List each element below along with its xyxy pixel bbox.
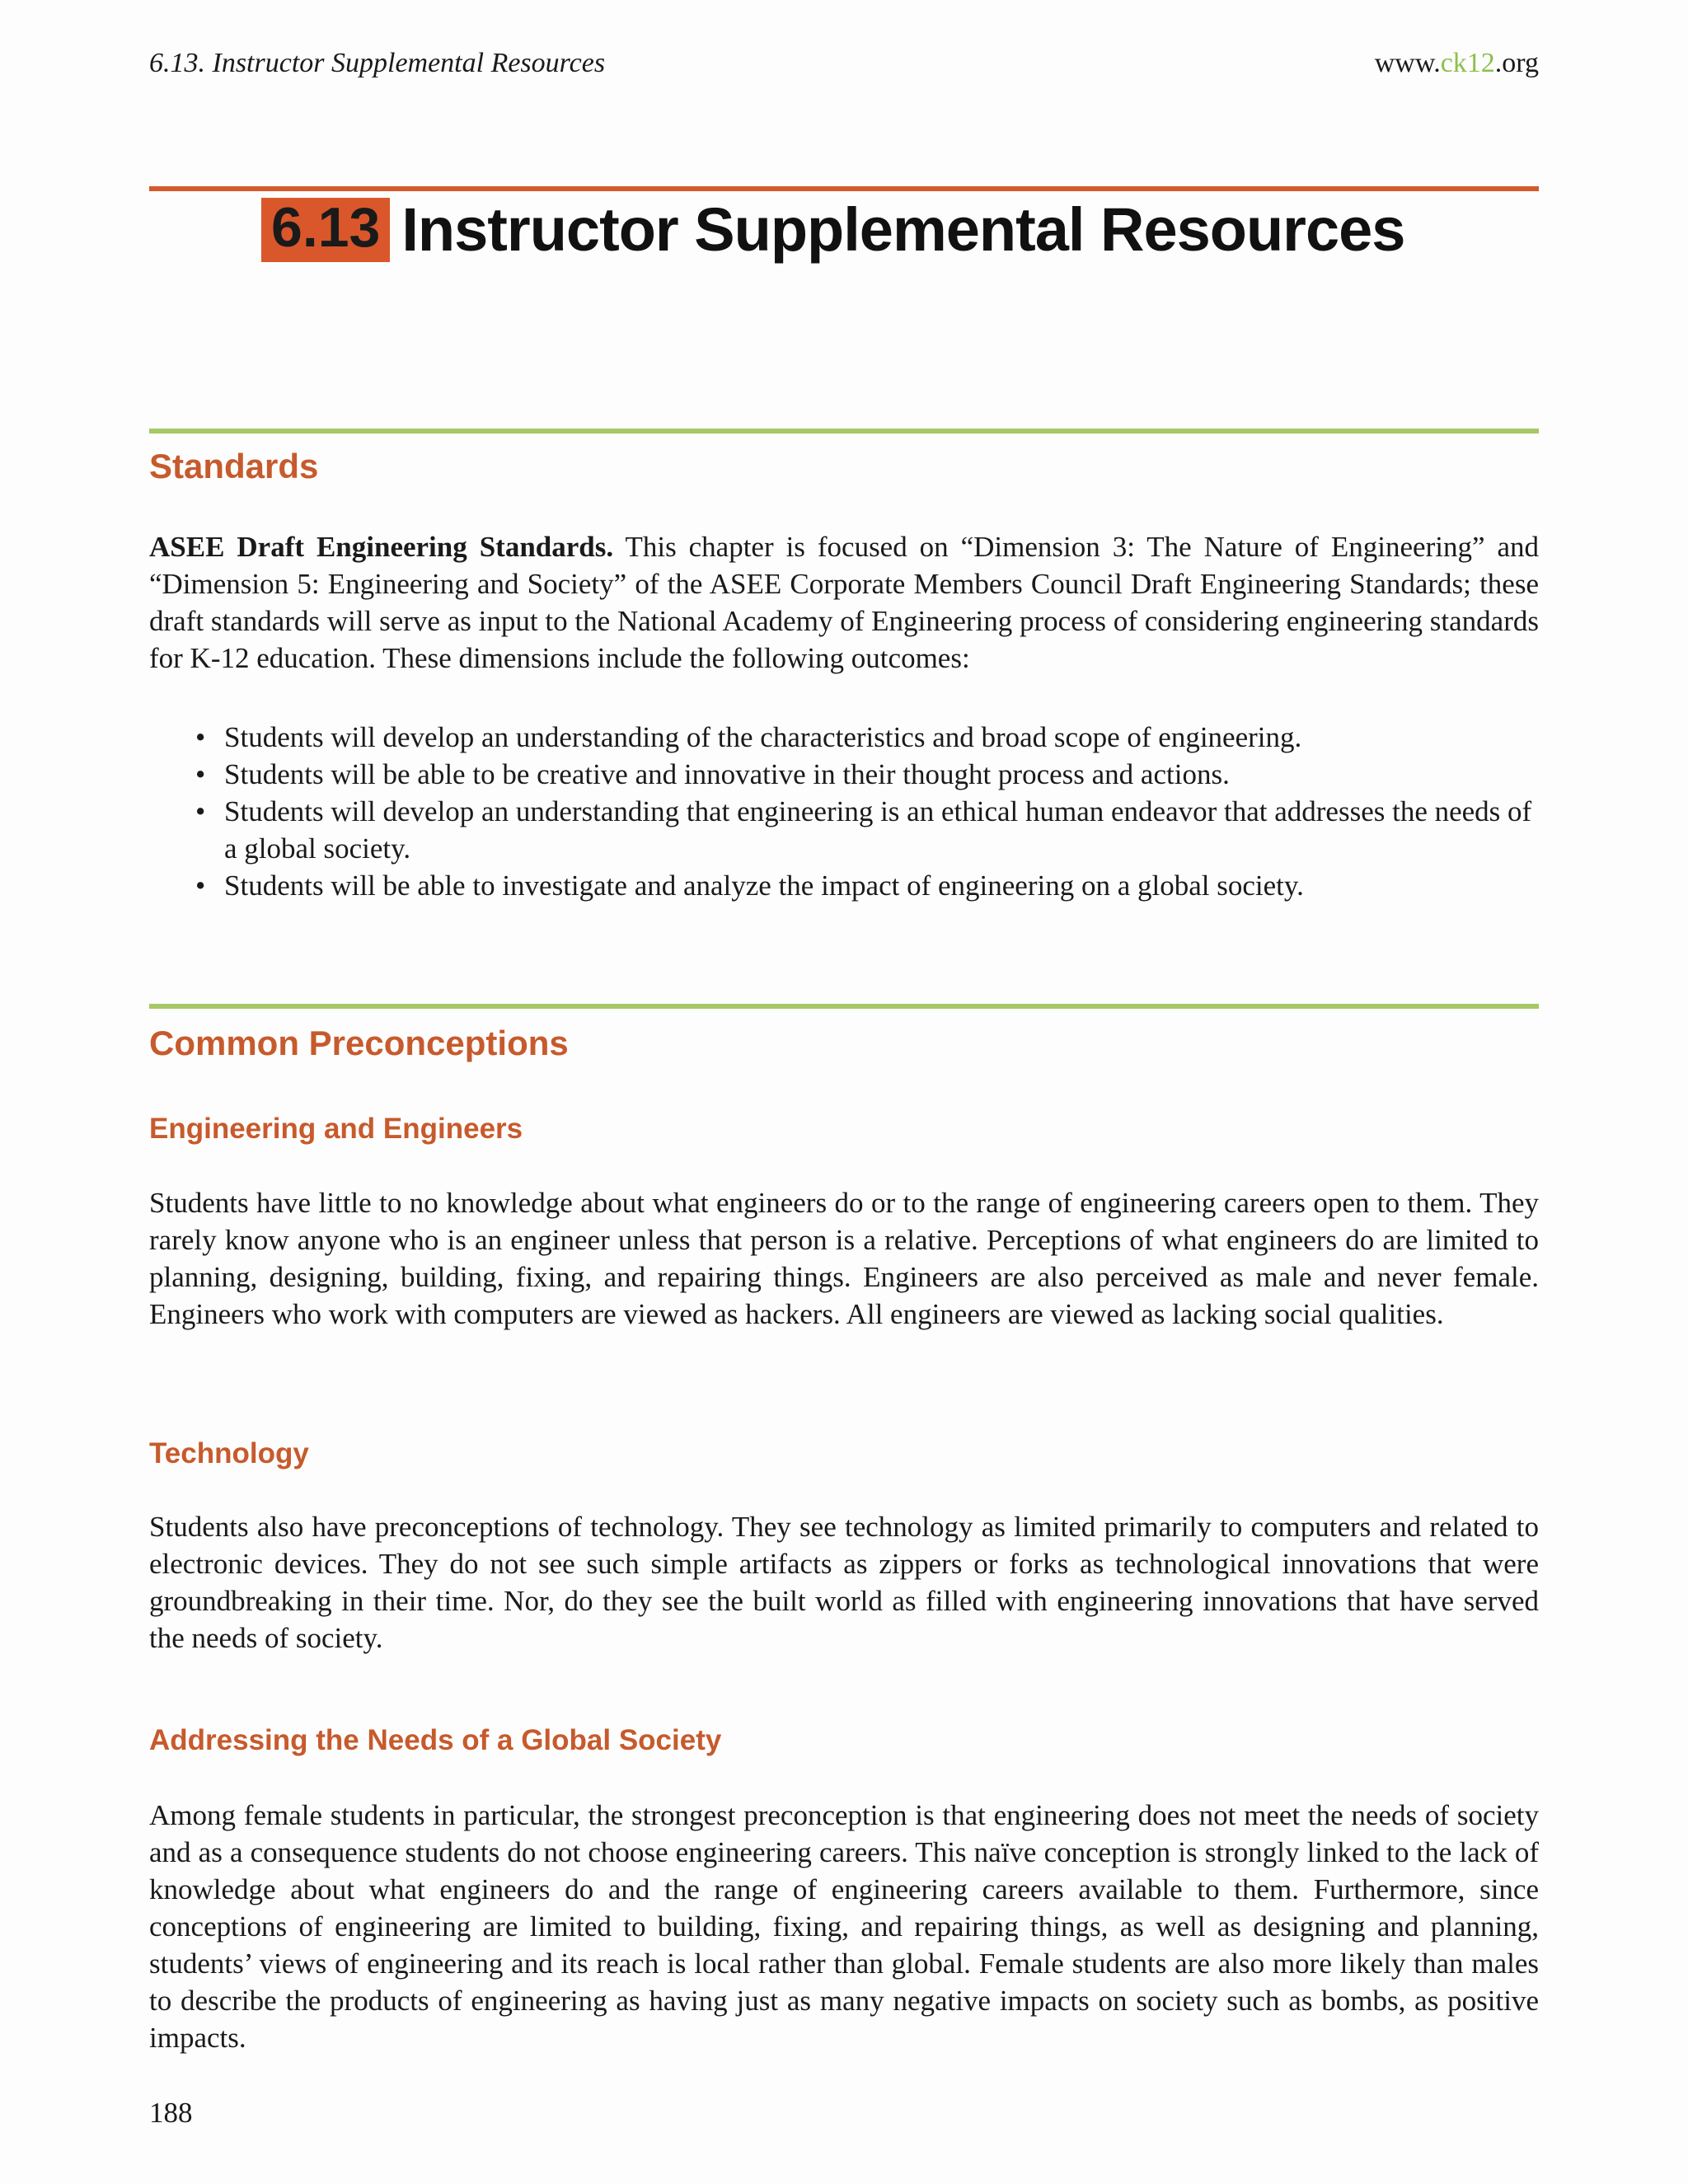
bullet-icon: •: [195, 721, 206, 753]
site-suffix: .org: [1494, 48, 1539, 78]
outcomes-list: [149, 719, 1539, 904]
running-header: [149, 48, 1539, 79]
preconceptions-heading: Common Preconceptions: [149, 1024, 569, 1062]
engineers-paragraph: Students have little to no knowledge about what engineers do or to the range of engineering careers open to them. They rarely know anyone who is an engineer unless that person is a relative. Perceptions of what engineers do are limited to planning, designing, building, fixing, and repairing things. Engineers are also perceived as male and never female. Engineers who work with computers are viewed as hackers. All engineers are viewed as lacking social qualities.: [149, 1187, 1539, 1330]
list-item-text: Students will be able to investigate and analyze the impact of engineering on a global society.: [224, 869, 1304, 902]
bullet-icon: •: [195, 795, 206, 827]
standards-heading: Standards: [149, 447, 319, 485]
technology-subheading: Technology: [149, 1437, 309, 1469]
list-item: [149, 756, 1539, 793]
section-divider-preconceptions: [149, 1004, 1539, 1009]
bullet-icon: •: [195, 758, 206, 790]
bullet-icon: •: [195, 869, 206, 902]
page-number: 188: [149, 2097, 193, 2129]
site-prefix: www.: [1374, 48, 1441, 78]
global-society-subheading: Addressing the Needs of a Global Society: [149, 1724, 722, 1756]
technology-paragraph: Students also have preconceptions of technology. They see technology as limited primarily to computers and related to electronic devices. They do not see such simple artifacts as zippers or forks as technological innovations that were groundbreaking in their time. Nor, do they see the built world as filled with engineering innovations that have served the needs of society.: [149, 1511, 1539, 1654]
chapter-number-badge: 6.13: [261, 198, 390, 262]
list-item: [149, 793, 1539, 867]
chapter-title-text: Instructor Supplemental Resources: [401, 195, 1405, 264]
engineers-subheading: Engineering and Engineers: [149, 1113, 523, 1145]
list-item: [149, 867, 1539, 904]
standards-text: This chapter is focused on “Dimension 3: The Nature of Engineering” and “Dimension 5: Engineering and Society” of the ASEE Corporate Members Council Draft Engineering Standards; these draft standards will serve as input to the National Academy of Engineering process of considering engineering standards for K-12 education. These dimensions include the following outcomes:: [149, 531, 1539, 674]
standards-lead: ASEE Draft Engineering Standards.: [149, 531, 614, 563]
list-item: [149, 719, 1539, 756]
list-item-text: Students will be able to be creative and innovative in their thought process and actions.: [224, 758, 1230, 790]
chapter-title: [261, 194, 1404, 265]
standards-paragraph: [149, 528, 1539, 677]
list-item-text: Students will develop an understanding that engineering is an ethical human endeavor that addresses the needs of a global society.: [224, 795, 1532, 865]
site-accent: ck12: [1440, 48, 1495, 78]
list-item-text: Students will develop an understanding of the characteristics and broad scope of engineering.: [224, 721, 1302, 753]
section-divider-standards: [149, 429, 1539, 434]
chapter-top-rule: [149, 186, 1539, 191]
website-link[interactable]: [1375, 48, 1539, 79]
global-society-paragraph: Among female students in particular, the strongest preconception is that engineering does not meet the needs of society and as a consequence students do not choose engineering careers. This naïve conception is strongly linked to the lack of knowledge about what engineers do and the range of engineering careers available to them. Furthermore, since conceptions of engineering are limited to building, fixing, and repairing things, as well as designing and planning, students’ views of engineering and its reach is local rather than global. Female students are also more likely than males to describe the products of engineering as having just as many negative impacts on society such as bombs, as positive impacts.: [149, 1799, 1539, 2054]
running-header-section: 6.13. Instructor Supplemental Resources: [149, 48, 606, 78]
